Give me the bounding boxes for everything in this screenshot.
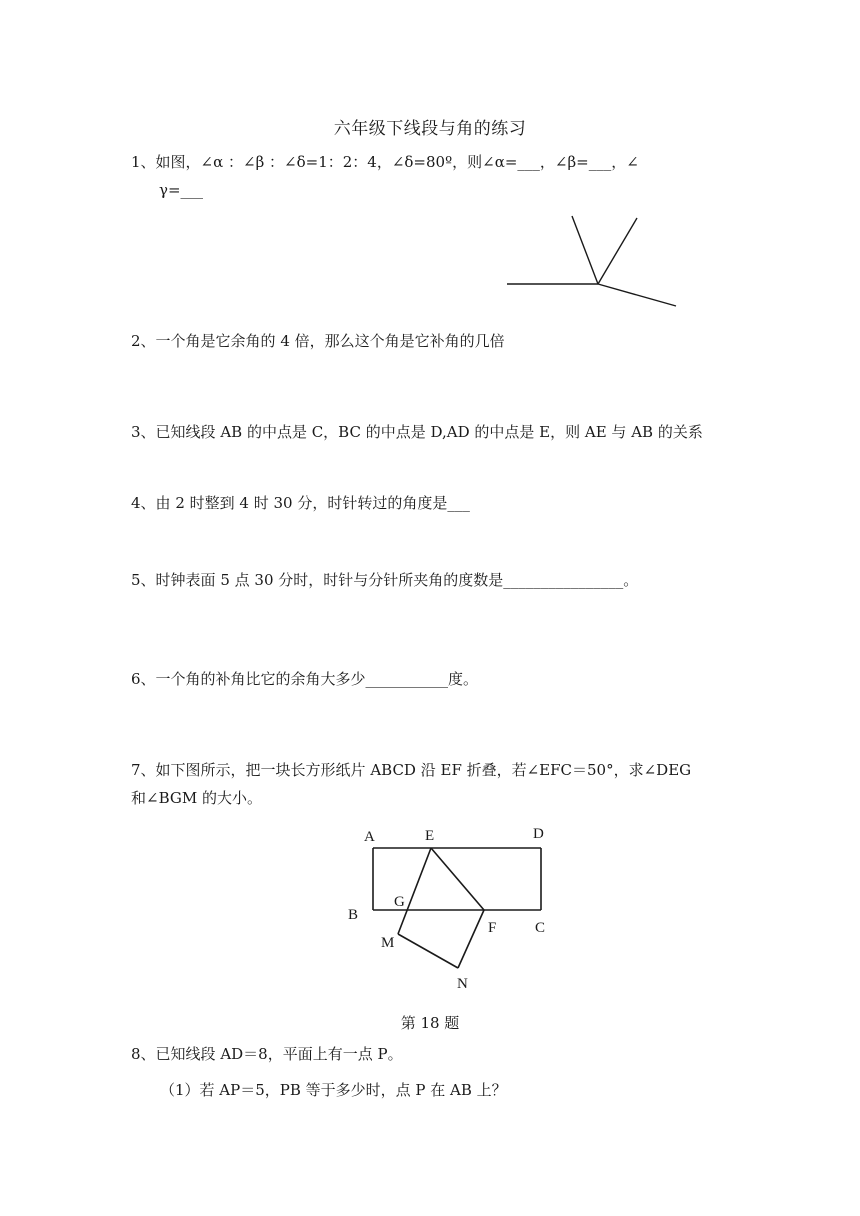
fold-line-ef <box>431 848 484 910</box>
question-text: 如下图所示，把一块长方形纸片 ABCD 沿 EF 折叠，若∠EFC＝50°，求∠DEG <box>155 761 692 779</box>
question-4 <box>131 489 741 517</box>
page-title: 六年级下线段与角的练习 <box>333 119 527 139</box>
question-text: 如图，∠α ：∠β ：∠δ=1：2：4，∠δ=80º，则∠α=___，∠β=___，∠ <box>155 153 639 171</box>
question-number: 2、 <box>131 332 156 350</box>
label-d: D <box>533 826 544 842</box>
question-text-continued: γ=___ <box>159 181 204 199</box>
label-e: E <box>425 828 435 844</box>
label-m: M <box>381 935 395 951</box>
ray-upper-right <box>598 218 637 284</box>
question-text: 时钟表面 5 点 30 分时，时针与分针所夹角的度数是________________。 <box>155 571 639 589</box>
question-number: 5、 <box>131 571 156 589</box>
question-number: 6、 <box>131 670 156 688</box>
question-7 <box>131 756 741 812</box>
question-1 <box>131 148 741 204</box>
question-2 <box>131 327 741 355</box>
question-text: 已知线段 AD＝8，平面上有一点 P。 <box>155 1045 403 1063</box>
question-3 <box>131 418 741 446</box>
label-n: N <box>457 976 468 992</box>
edge-mn <box>398 934 458 968</box>
question-text: 一个角的补角比它的余角大多少___________度。 <box>155 670 479 688</box>
edge-nf <box>458 910 484 968</box>
question-text: 一个角是它余角的 4 倍，那么这个角是它补角的几倍 <box>155 332 505 350</box>
question-number: 3、 <box>131 423 156 441</box>
question-text: 已知线段 AB 的中点是 C，BC 的中点是 D,AD 的中点是 E，则 AE 与 AB 的关系 <box>155 423 703 441</box>
question-6 <box>131 665 741 693</box>
label-b: B <box>348 907 359 923</box>
question-number: 8、 <box>131 1045 156 1063</box>
question-text: 由 2 时整到 4 时 30 分，时针转过的角度是___ <box>155 494 470 512</box>
question-text-continued: 和∠BGM 的大小。 <box>131 789 262 807</box>
label-a: A <box>364 829 375 845</box>
label-g: G <box>394 894 405 910</box>
question-number: 7、 <box>131 761 156 779</box>
edge-em <box>398 848 431 934</box>
ray-lower-right <box>598 284 676 306</box>
question-8 <box>131 1040 741 1068</box>
question-5 <box>131 566 741 594</box>
label-f: F <box>488 920 497 936</box>
question-8-part-1: （1）若 AP＝5，PB 等于多少时，点 P 在 AB 上？ <box>160 1081 507 1099</box>
figure-caption: 第 18 题 <box>400 1014 460 1032</box>
label-c: C <box>535 920 546 936</box>
question-number: 1、 <box>131 153 156 171</box>
question-number: 4、 <box>131 494 156 512</box>
ray-upper-left <box>572 216 598 284</box>
